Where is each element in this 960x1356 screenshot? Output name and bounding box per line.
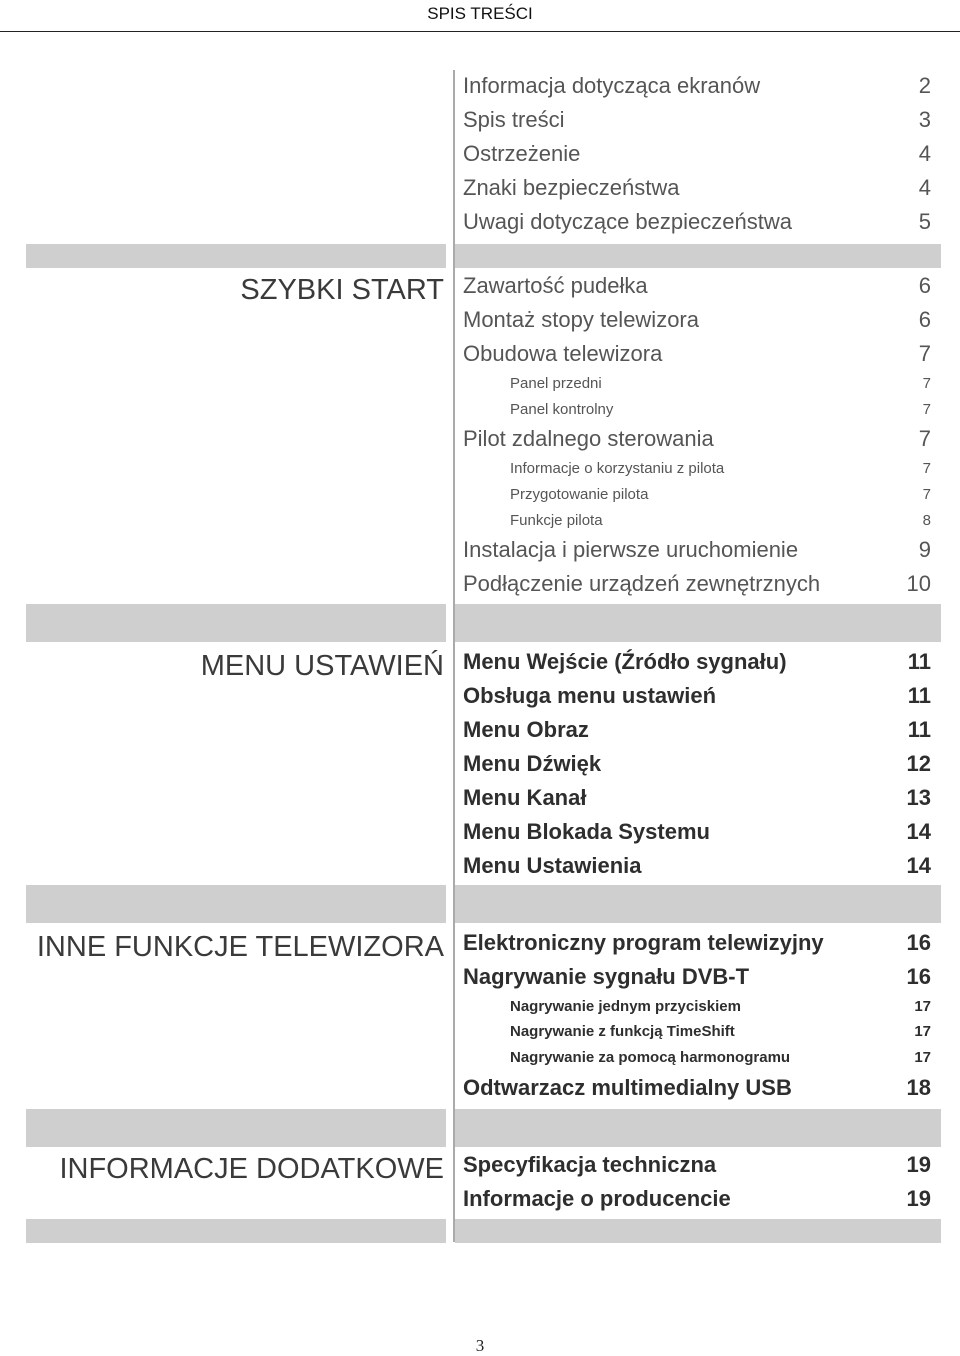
page-header — [0, 0, 960, 32]
section-title-inne-funkcje: INNE FUNKCJE TELEWIZORA — [36, 931, 444, 963]
page-number: 3 — [475, 1336, 485, 1355]
toc-entry-label: Informacje o producencie — [463, 1186, 731, 1211]
toc-entry-page: 11 — [907, 649, 931, 674]
toc-entry-page: 7 — [922, 460, 931, 477]
toc-entry-label: Menu Dźwięk — [463, 751, 602, 776]
toc-entry-page: 11 — [907, 683, 931, 708]
section-title-szybki-start: SZYBKI START — [240, 274, 444, 306]
separator-bar — [455, 1219, 941, 1243]
toc-entry-page: 7 — [922, 486, 931, 503]
toc-entry-label: Pilot zdalnego sterowania — [463, 426, 714, 451]
toc-entry-page: 11 — [907, 717, 931, 742]
toc-entry-label: Menu Obraz — [463, 717, 589, 742]
toc-entry-page: 4 — [918, 141, 931, 166]
separator-bar — [455, 244, 941, 268]
toc-entry-page: 14 — [906, 819, 931, 844]
toc-entry-label: Ostrzeżenie — [463, 141, 581, 166]
toc-entry-label: Informacja dotycząca ekranów — [463, 73, 761, 98]
separator-bar — [26, 244, 446, 268]
toc-entry-page: 9 — [918, 537, 931, 562]
toc-entry-label: Informacje o korzystaniu z pilota — [510, 460, 725, 477]
toc-entry-page: 17 — [914, 998, 931, 1015]
toc-entry-label: Znaki bezpieczeństwa — [463, 175, 680, 200]
toc-entry-page: 7 — [922, 375, 931, 392]
toc-entry-page: 12 — [906, 751, 931, 776]
separator-bar — [455, 1109, 941, 1147]
toc-entry-page: 17 — [914, 1023, 931, 1040]
toc-entry-page: 19 — [906, 1186, 931, 1211]
toc-entry-label: Nagrywanie za pomocą harmonogramu — [510, 1049, 791, 1066]
toc-entry-page: 3 — [918, 107, 931, 132]
toc-entry-label: Instalacja i pierwsze uruchomienie — [463, 537, 799, 562]
toc-entry-page: 14 — [906, 853, 931, 878]
toc-entry-page: 16 — [906, 964, 931, 989]
toc-entry-label: Elektroniczny program telewizyjny — [463, 930, 824, 955]
toc-entry-label: Uwagi dotyczące bezpieczeństwa — [463, 209, 792, 234]
toc-entry-page: 7 — [918, 341, 931, 366]
toc-entry-page: 17 — [914, 1049, 931, 1066]
section-title-informacje-dodatkowe: INFORMACJE DODATKOWE — [59, 1153, 444, 1185]
toc-entry-page: 13 — [906, 785, 931, 810]
section-title-menu-ustawien: MENU USTAWIEŃ — [200, 650, 444, 682]
toc-entry-page: 7 — [922, 401, 931, 418]
separator-bar — [26, 604, 446, 642]
toc-entry-label: Spis treści — [463, 107, 565, 132]
toc-entry-page: 19 — [906, 1152, 931, 1177]
toc-entry-label: Nagrywanie jednym przyciskiem — [510, 998, 741, 1015]
separator-bar — [26, 885, 446, 923]
header-title: SPIS TREŚCI — [427, 4, 533, 23]
toc-entry-label: Przygotowanie pilota — [510, 486, 649, 503]
toc-entry-label: Panel kontrolny — [510, 401, 614, 418]
toc-entry-label: Nagrywanie sygnału DVB-T — [463, 964, 750, 989]
toc-entry-page: 6 — [918, 273, 931, 298]
toc-entry-label: Zawartość pudełka — [463, 273, 648, 298]
toc-entry-label: Panel przedni — [510, 375, 602, 392]
toc-entry-label: Menu Ustawienia — [463, 853, 642, 878]
toc-entry-label: Odtwarzacz multimedialny USB — [463, 1075, 792, 1100]
toc-entry-label: Montaż stopy telewizora — [463, 307, 699, 332]
toc-entry-page: 5 — [918, 209, 931, 234]
toc-entry-page: 6 — [918, 307, 931, 332]
toc-entry-label: Obsługa menu ustawień — [463, 683, 717, 708]
toc-entry-label: Menu Blokada Systemu — [463, 819, 710, 844]
toc-entry-label: Menu Kanał — [463, 785, 587, 810]
toc-entry-label: Funkcje pilota — [510, 512, 603, 529]
separator-bar — [26, 1109, 446, 1147]
toc-entry-page: 18 — [906, 1075, 931, 1100]
separator-bar — [26, 1219, 446, 1243]
toc-entry-page: 16 — [906, 930, 931, 955]
toc-entry-label: Menu Wejście (Źródło sygnału) — [463, 649, 787, 674]
toc-entry-page: 4 — [918, 175, 931, 200]
toc-entry-label: Obudowa telewizora — [463, 341, 663, 366]
toc-entry-page: 7 — [918, 426, 931, 451]
separator-bar — [455, 604, 941, 642]
toc-entry-label: Nagrywanie z funkcją TimeShift — [510, 1023, 735, 1040]
toc-entry-page: 8 — [922, 512, 931, 529]
toc-entry-page: 2 — [918, 73, 931, 98]
toc-entry-label: Podłączenie urządzeń zewnętrznych — [463, 571, 821, 596]
toc-entry-label: Specyfikacja techniczna — [463, 1152, 717, 1177]
toc-entry-page: 10 — [906, 571, 931, 596]
separator-bar — [455, 885, 941, 923]
